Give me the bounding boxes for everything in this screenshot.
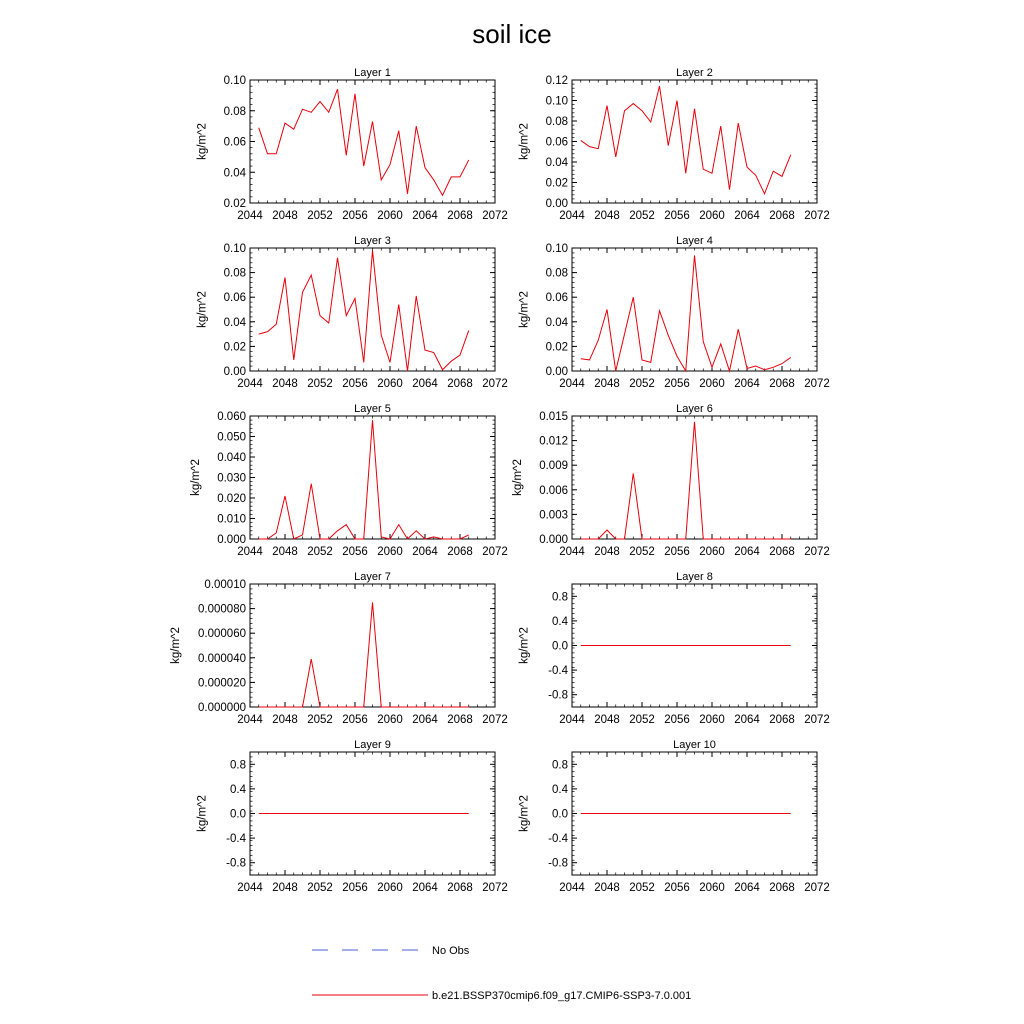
y-tick-label: 0.8	[552, 759, 568, 772]
x-tick-label: 2068	[447, 546, 473, 558]
x-tick-label: 2064	[734, 714, 760, 726]
y-tick-label: 0.000000	[198, 702, 246, 714]
x-tick-label: 2056	[664, 882, 690, 894]
panel-title: Layer 8	[676, 571, 713, 583]
y-tick-label: 0.8	[230, 759, 246, 772]
x-tick-label: 2064	[734, 210, 760, 222]
x-tick-label: 2064	[734, 546, 760, 558]
legend	[312, 945, 691, 1002]
x-tick-label: 2068	[769, 882, 795, 894]
panel-title: Layer 1	[354, 67, 391, 79]
x-tick-label: 2064	[734, 882, 760, 894]
y-tick-label: -0.4	[548, 665, 568, 678]
x-tick-label: 2044	[559, 378, 585, 390]
y-tick-label: 0.015	[539, 411, 568, 423]
plot-frame	[250, 80, 495, 203]
panel-title: Layer 10	[673, 739, 716, 751]
y-axis-label: kg/m^2	[170, 627, 183, 664]
y-axis-label: kg/m^2	[518, 627, 531, 664]
x-tick-label: 2060	[699, 882, 725, 894]
x-tick-label: 2056	[342, 210, 368, 222]
plot-frame	[250, 416, 495, 539]
y-tick-label: 0.010	[217, 513, 246, 526]
panels-grid	[170, 67, 830, 894]
x-tick-label: 2052	[629, 546, 655, 558]
panel-title: Layer 3	[354, 235, 391, 247]
y-tick-label: 0.10	[545, 243, 568, 255]
y-tick-label: 0.040	[217, 452, 246, 464]
y-tick-label: 0.030	[217, 472, 246, 485]
x-tick-label: 2048	[272, 210, 298, 222]
y-tick-label: 0.06	[545, 136, 568, 149]
y-tick-label: 0.10	[545, 95, 568, 108]
x-tick-label: 2052	[629, 210, 655, 222]
y-tick-label: 0.04	[545, 157, 568, 169]
chart-panel-1	[197, 67, 508, 222]
x-tick-label: 2060	[377, 378, 403, 390]
x-tick-label: 2048	[594, 546, 620, 558]
y-tick-label: 0.000	[217, 534, 246, 546]
y-tick-label: 0.02	[545, 177, 568, 190]
x-tick-label: 2060	[699, 378, 725, 390]
panel-title: Layer 9	[354, 739, 391, 751]
y-tick-label: 0.000040	[198, 652, 246, 665]
x-tick-label: 2048	[272, 714, 298, 726]
x-tick-label: 2048	[272, 882, 298, 894]
x-tick-label: 2056	[342, 546, 368, 558]
x-tick-label: 2056	[664, 714, 690, 726]
y-tick-label: 0.02	[223, 341, 246, 354]
x-tick-label: 2072	[482, 714, 508, 726]
series-line	[581, 255, 791, 371]
x-tick-label: 2060	[699, 210, 725, 222]
y-axis-label: kg/m^2	[518, 795, 531, 832]
x-tick-label: 2052	[629, 882, 655, 894]
x-tick-label: 2056	[664, 546, 690, 558]
y-tick-label: 0.0	[552, 640, 568, 653]
y-tick-label: 0.4	[230, 783, 246, 796]
y-tick-label: 0.00	[545, 198, 568, 210]
x-tick-label: 2044	[237, 378, 263, 390]
chart-panel-7	[170, 571, 508, 726]
x-tick-label: 2064	[412, 714, 438, 726]
y-tick-label: 0.04	[223, 167, 246, 180]
x-tick-label: 2060	[377, 210, 403, 222]
x-tick-label: 2056	[664, 210, 690, 222]
plot-frame	[250, 248, 495, 371]
x-tick-label: 2056	[342, 378, 368, 390]
x-tick-label: 2052	[307, 378, 333, 390]
x-tick-label: 2068	[769, 378, 795, 390]
y-tick-label: -0.8	[548, 689, 568, 702]
x-tick-label: 2048	[594, 210, 620, 222]
y-tick-label: 0.0	[230, 808, 246, 821]
plot-frame	[572, 248, 817, 371]
y-tick-label: -0.4	[548, 833, 568, 846]
x-tick-label: 2060	[699, 714, 725, 726]
plot-frame	[572, 416, 817, 539]
chart-panel-3	[197, 235, 508, 390]
x-tick-label: 2072	[482, 378, 508, 390]
x-tick-label: 2044	[237, 210, 263, 222]
x-tick-label: 2072	[804, 714, 830, 726]
panel-title: Layer 6	[676, 403, 713, 415]
y-tick-label: 0.060	[217, 411, 246, 423]
y-axis-label: kg/m^2	[512, 459, 524, 496]
x-tick-label: 2044	[559, 714, 585, 726]
x-tick-label: 2068	[447, 210, 473, 222]
chart-panel-9	[197, 739, 508, 894]
y-tick-label: 0.009	[539, 460, 568, 473]
x-tick-label: 2060	[699, 546, 725, 558]
x-tick-label: 2064	[734, 378, 760, 390]
y-axis-label: kg/m^2	[518, 291, 531, 328]
x-tick-label: 2044	[237, 546, 263, 558]
y-tick-label: 0.00	[545, 366, 568, 378]
chart-panel-8	[519, 571, 830, 726]
x-tick-label: 2068	[447, 714, 473, 726]
y-tick-label: -0.8	[548, 857, 568, 870]
y-tick-label: 0.4	[552, 783, 568, 796]
x-tick-label: 2072	[482, 210, 508, 222]
x-tick-label: 2056	[664, 378, 690, 390]
x-tick-label: 2060	[377, 546, 403, 558]
y-tick-label: 0.00	[223, 366, 246, 378]
y-tick-label: 0.000	[539, 534, 568, 546]
y-tick-label: 0.04	[545, 316, 568, 329]
series-line	[259, 250, 469, 371]
y-tick-label: 0.06	[545, 292, 568, 305]
chart-panel-10	[519, 739, 830, 894]
y-tick-label: 0.08	[545, 116, 568, 128]
x-tick-label: 2072	[804, 210, 830, 222]
y-tick-label: -0.4	[226, 833, 246, 846]
x-tick-label: 2064	[412, 378, 438, 390]
x-tick-label: 2072	[804, 882, 830, 894]
y-tick-label: 0.000080	[198, 603, 246, 616]
chart-panel-5	[190, 403, 508, 558]
series-line	[259, 602, 469, 707]
y-tick-label: 0.10	[223, 75, 246, 87]
y-tick-label: 0.003	[539, 509, 568, 522]
x-tick-label: 2060	[377, 882, 403, 894]
x-tick-label: 2044	[559, 546, 585, 558]
x-tick-label: 2064	[412, 210, 438, 222]
x-tick-label: 2072	[804, 546, 830, 558]
x-tick-label: 2048	[594, 714, 620, 726]
x-tick-label: 2072	[482, 546, 508, 558]
x-tick-label: 2048	[272, 378, 298, 390]
x-tick-label: 2056	[342, 714, 368, 726]
x-tick-label: 2064	[412, 546, 438, 558]
y-tick-label: 0.012	[539, 435, 568, 448]
x-tick-label: 2052	[307, 882, 333, 894]
y-tick-label: 0.02	[223, 198, 246, 210]
y-axis-label: kg/m^2	[196, 123, 209, 160]
y-tick-label: 0.020	[217, 493, 246, 505]
x-tick-label: 2068	[447, 378, 473, 390]
y-tick-label: 0.8	[552, 591, 568, 604]
y-tick-label: 0.000020	[198, 677, 246, 690]
x-tick-label: 2044	[559, 210, 585, 222]
legend-label-model: b.e21.BSSP370cmip6.f09_g17.CMIP6-SSP3-7.0.001	[432, 990, 692, 1002]
x-tick-label: 2044	[237, 714, 263, 726]
x-tick-label: 2068	[769, 210, 795, 222]
x-tick-label: 2052	[307, 714, 333, 726]
y-axis-label: kg/m^2	[190, 459, 202, 496]
x-tick-label: 2072	[804, 378, 830, 390]
y-tick-label: 0.12	[545, 75, 568, 87]
x-tick-label: 2060	[377, 714, 403, 726]
series-line	[581, 86, 791, 194]
x-tick-label: 2052	[629, 378, 655, 390]
y-tick-label: 0.08	[545, 267, 568, 280]
y-tick-label: 0.08	[223, 105, 246, 118]
x-tick-label: 2064	[412, 882, 438, 894]
y-tick-label: 0.050	[217, 431, 246, 444]
y-tick-label: 0.4	[552, 615, 568, 628]
legend-label-no-obs: No Obs	[432, 945, 470, 957]
y-tick-label: 0.06	[223, 136, 246, 149]
y-axis-label: kg/m^2	[196, 291, 209, 328]
x-tick-label: 2052	[307, 210, 333, 222]
plot-frame	[572, 80, 817, 203]
chart-panel-4	[519, 235, 830, 390]
panel-title: Layer 2	[676, 67, 713, 79]
x-tick-label: 2068	[769, 546, 795, 558]
y-tick-label: 0.02	[545, 341, 568, 354]
y-tick-label: 0.04	[223, 316, 246, 329]
x-tick-label: 2048	[272, 546, 298, 558]
x-tick-label: 2052	[307, 546, 333, 558]
panel-title: Layer 7	[354, 571, 391, 583]
y-axis-label: kg/m^2	[518, 123, 531, 160]
y-tick-label: 0.10	[223, 243, 246, 255]
x-tick-label: 2056	[342, 882, 368, 894]
figure-title: soil ice	[472, 19, 552, 49]
x-tick-label: 2072	[482, 882, 508, 894]
x-tick-label: 2048	[594, 882, 620, 894]
chart-panel-2	[519, 67, 830, 222]
y-tick-label: 0.006	[539, 484, 568, 497]
panel-title: Layer 4	[676, 235, 713, 247]
x-tick-label: 2068	[769, 714, 795, 726]
y-tick-label: -0.8	[226, 857, 246, 870]
series-line	[259, 89, 469, 195]
series-line	[581, 422, 791, 539]
x-tick-label: 2048	[594, 378, 620, 390]
y-tick-label: 0.000060	[198, 628, 246, 641]
y-tick-label: 0.0	[552, 808, 568, 821]
x-tick-label: 2052	[629, 714, 655, 726]
x-tick-label: 2044	[559, 882, 585, 894]
x-tick-label: 2044	[237, 882, 263, 894]
y-tick-label: 0.08	[223, 267, 246, 280]
series-line	[259, 420, 469, 539]
panel-title: Layer 5	[354, 403, 391, 415]
y-axis-label: kg/m^2	[196, 795, 209, 832]
x-tick-label: 2068	[447, 882, 473, 894]
y-tick-label: 0.06	[223, 292, 246, 305]
chart-panel-6	[512, 403, 830, 558]
y-tick-label: 0.00010	[204, 579, 246, 591]
